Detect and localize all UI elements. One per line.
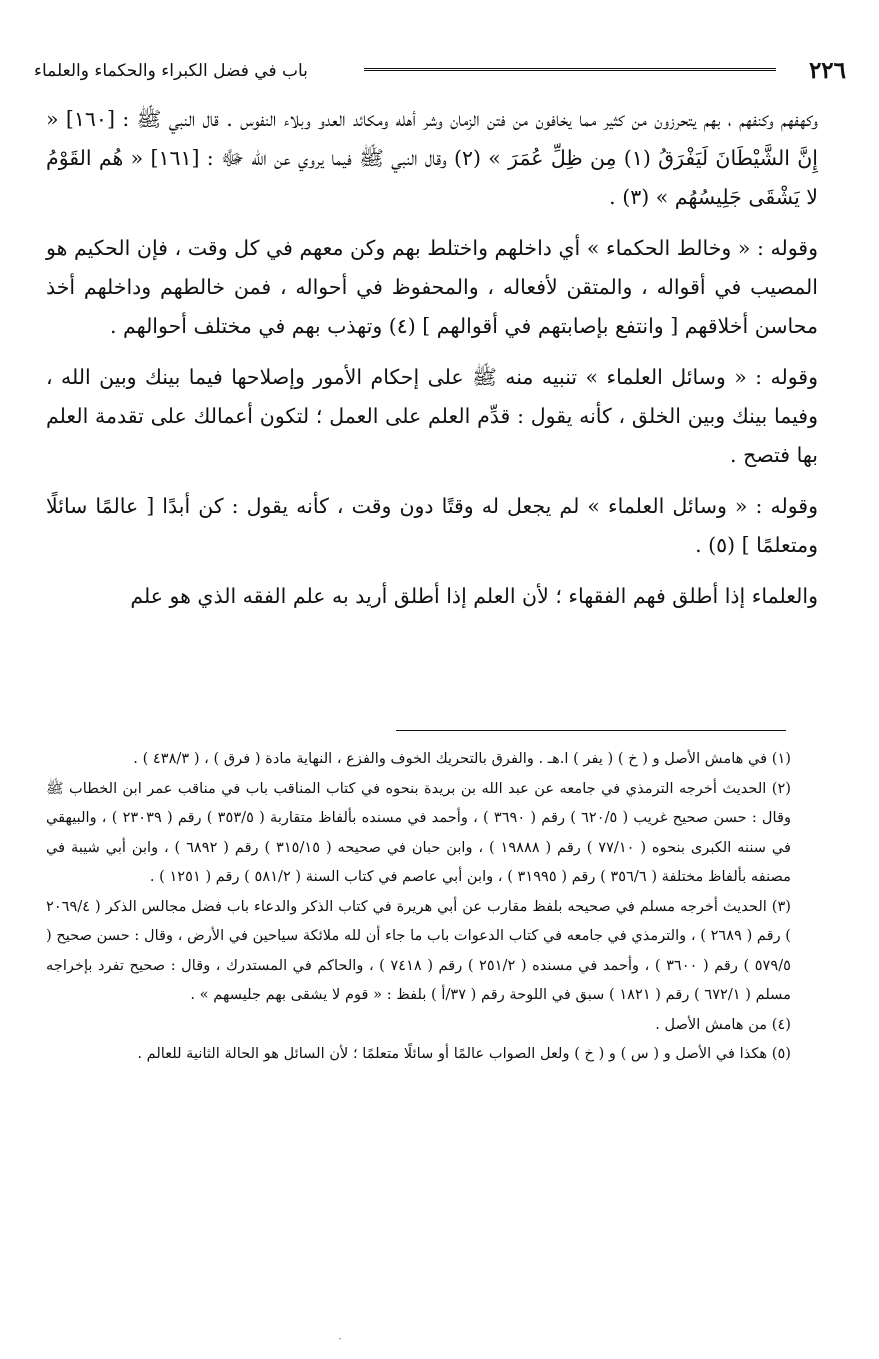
scan-speck: · <box>338 1332 342 1346</box>
footnote: (٣) الحديث أخرجه مسلم في صحيحه بلفظ مقارب عن أبي هريرة في كتاب الذكر والدعاء باب فضل مجالس الذكر ( ٢٠٦٩/٤ ) رقم ( ٢٦٨٩ ) ، والترمذي في جامعه في كتاب الدعوات باب ما جاء أن لله ملائكة سياحين في الأرض ، وقال : حسن صحيح ( ٥٧٩/٥ ) رقم ( ٣٦٠٠ ) ، وأحمد في مسنده ( ٢٥١/٢ ) رقم ( ٧٤١٨ ) ، والحاكم في المستدرك ، وقال : صحيح تفرد بإخراجه مسلم ( ٦٧٢/١ ) رقم ( ١٨٢١ ) سبق في اللوحة رقم ( ٣٧/أ ) بلفظ : « قوم لا يشقى بهم جليسهم » . <box>46 897 792 1003</box>
footnote-separator <box>396 730 786 731</box>
main-text <box>46 100 818 708</box>
footnotes <box>46 744 791 1284</box>
running-title: باب في فضل الكبراء والحكماء والعلماء <box>34 61 308 81</box>
header-double-rule <box>364 68 776 74</box>
body-paragraph: وقوله : « وسائل العلماء » تنبيه منه ﷺ على إحكام الأمور وإصلاحها فيما بينك وبين الله ، وفيما بينك وبين الخلق ، كأنه يقول : قدِّم العلم على العمل ؛ لتكون أعمالك على تقدمة العلم بها فتصح . <box>46 365 818 467</box>
body-paragraph: والعلماء إذا أطلق فهم الفقهاء ؛ لأن العلم إذا أطلق أريد به علم الفقه الذي هو علم <box>130 584 818 608</box>
page-number: ٢٢٦ <box>808 57 846 84</box>
body-paragraph: وكهفهم وكنفهم ، بهم يتحرزون من كثير مما يخافون من فتن الزمان وشر أهله ومكائد العدو وبلاء النفوس . قال النبي ﷺ : [١٦٠] « إِنَّ الشَّيْطَانَ لَيَفْرَقُ (١) مِن ظِلِّ عُمَرَ » (٢) وقال النبي ﷺ فيما يروي عن الله ﷻ : [١٦١] « هُم القَوْمُ لا يَشْقَى جَلِيسُهُم » (٣) . <box>46 107 818 209</box>
body-paragraph: وقوله : « وخالط الحكماء » أي داخلهم واختلط بهم وكن معهم في كل وقت ، فإن الحكيم هو المصيب في أقواله ، والمتقن لأفعاله ، والمحفوظ في أحواله ، فمن خالطهم وداخلهم أخذ محاسن أخلاقهم [ وانتفع بإصابتهم في أقوالهم ] (٤) وتهذب بهم في مختلف أحوالهم . <box>46 236 818 338</box>
footnote: (١) في هامش الأصل و ( خ ) ( يفر ) ا.هـ . والفرق بالتحريك الخوف والفزع ، النهاية مادة ( فرق ) ، ( ٤٣٨/٣ ) . <box>133 750 791 767</box>
footnote: (٢) الحديث أخرجه الترمذي في جامعه عن عبد الله بن بريدة بنحوه في كتاب المناقب باب في مناقب عمر ابن الخطاب ﷺ وقال : حسن صحيح غريب ( ٦٢٠/٥ ) رقم ( ٣٦٩٠ ) ، وأحمد في مسنده بألفاظ متقاربة ( ٣٥٣/٥ ) رقم ( ٢٣٠٣٩ ) ، والبيهقي في سننه الكبرى بنحوه ( ٧٧/١٠ ) رقم ( ١٩٨٨٨ ) ، وابن حبان في صحيحه ( ٣١٥/١٥ ) رقم ( ٦٨٩٢ ) ، وابن أبي شيبة في مصنفه بألفاظ مختلفة ( ٣٥٦/٦ ) رقم ( ٣١٩٩٥ ) ، وابن أبي عاصم في كتاب السنة ( ٥٨١/٢ ) رقم ( ١٢٥١ ) . <box>46 779 792 885</box>
footnote: (٤) من هامش الأصل . <box>655 1015 791 1033</box>
page-header <box>34 52 846 92</box>
footnote: (٥) هكذا في الأصل و ( س ) و ( خ ) ولعل الصواب عالمًا أو سائلًا متعلمًا ؛ لأن السائل هو الحالة الثانية للعالم . <box>137 1045 791 1062</box>
body-paragraph: وقوله : « وسائل العلماء » لم يجعل له وقتًا دون وقت ، كأنه يقول : كن أبدًا [ عالمًا سائلًا ومتعلمًا ] (٥) . <box>46 494 818 557</box>
